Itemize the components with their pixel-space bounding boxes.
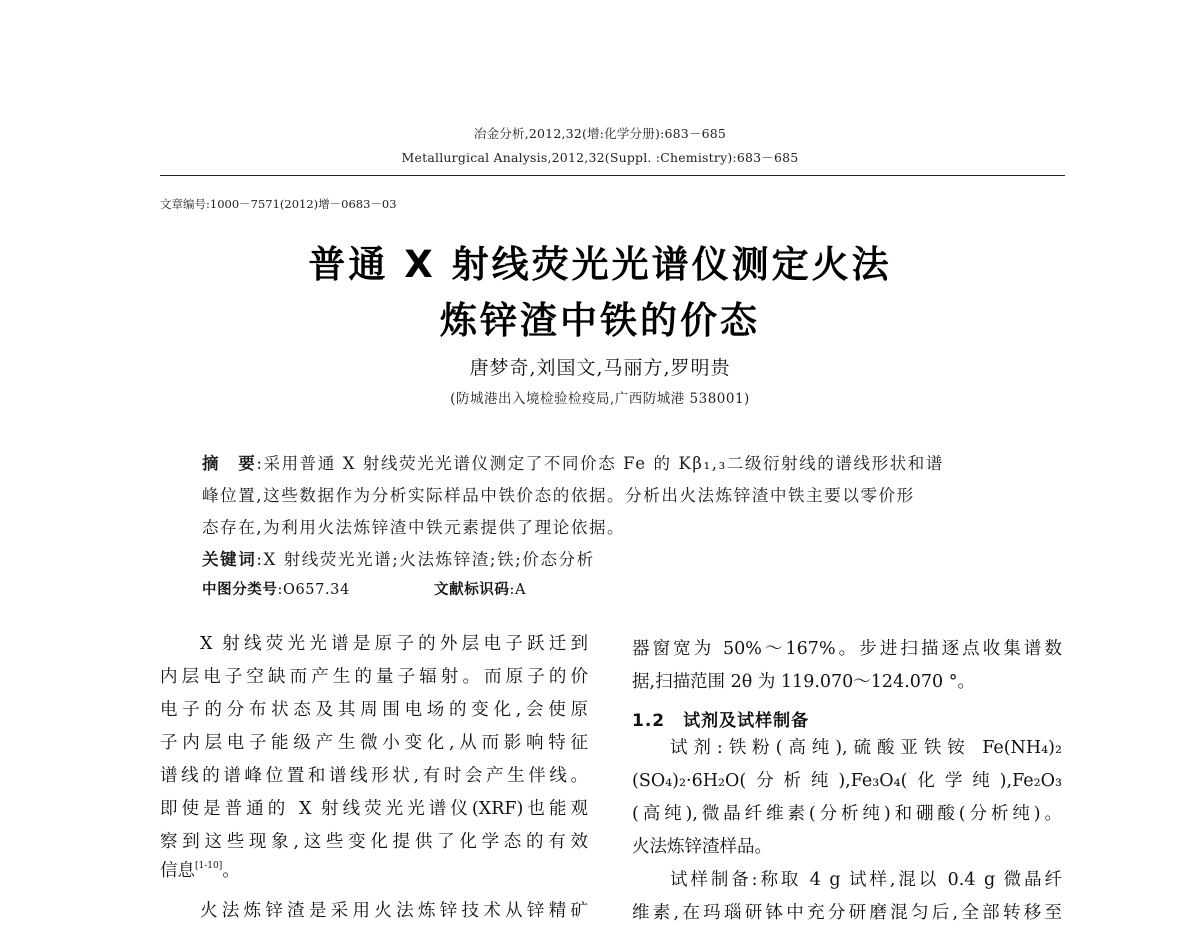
classification-label: 中图分类号 xyxy=(202,582,278,598)
article-number: 文章编号:1000－7571(2012)增－0683－03 xyxy=(160,197,397,211)
authors: 唐梦奇,刘国文,马丽方,罗明贵 xyxy=(469,357,731,379)
prep-line-1: 试样制备:称取 4 g 试样,混以 0.4 g 微晶纤 xyxy=(670,870,1062,890)
affiliation: (防城港出入境检验检疫局,广西防城港 538001) xyxy=(450,391,750,407)
reagent-line-3: (高纯),微晶纤维素(分析纯)和硼酸(分析纯)。 xyxy=(632,804,1062,824)
journal-header-en: Metallurgical Analysis,2012,32(Suppl. :Chemistry):683－685 xyxy=(401,150,799,165)
left-line-3: 电子的分布状态及其周围电场的变化,会使原 xyxy=(160,700,588,720)
title-line-2: 炼锌渣中铁的价态 xyxy=(440,299,760,342)
document-code xyxy=(434,578,526,599)
right-line-2: 据,扫描范围 2θ 为 119.070～124.070 °。 xyxy=(632,672,975,692)
title-line-1: 普通 X 射线荧光光谱仪测定火法 xyxy=(308,243,892,286)
left-line-7: 察到这些现象,这些变化提供了化学态的有效 xyxy=(160,832,588,852)
prep-line-2: 维素,在玛瑙研钵中充分研磨混匀后,全部转移至 xyxy=(632,903,1062,923)
left-para2-line-1: 火法炼锌渣是采用火法炼锌技术从锌精矿 xyxy=(200,901,588,921)
left-line-2: 内层电子空缺而产生的量子辐射。而原子的价 xyxy=(160,667,588,687)
reagent-line-1: 试剂:铁粉(高纯),硫酸亚铁铵 Fe(NH₄)₂ xyxy=(670,738,1062,758)
left-line-8 xyxy=(160,862,240,881)
section-heading-1-2: 1.2 试剂及试样制备 xyxy=(632,711,810,731)
classification-value: :O657.34 xyxy=(277,582,350,598)
reagent-line-2: (SO₄)₂·6H₂O(分析纯),Fe₃O₄(化学纯),Fe₂O₃ xyxy=(632,771,1062,791)
left-line-4: 子内层电子能级产生微小变化,从而影响特征 xyxy=(160,733,588,753)
left-line-5: 谱线的谱峰位置和谱线形状,有时会产生伴线。 xyxy=(160,766,588,786)
left-line-8-text: 信息 xyxy=(160,861,195,881)
reagent-line-4: 火法炼锌渣样品。 xyxy=(632,837,772,857)
keywords-text: :X 射线荧光光谱;火法炼锌渣;铁;价态分析 xyxy=(256,550,595,569)
right-line-1: 器窗宽为 50%～167%。步进扫描逐点收集谱数 xyxy=(632,639,1062,659)
document-code-label: 文献标识码 xyxy=(434,582,510,598)
document-code-value: :A xyxy=(509,582,527,598)
keywords xyxy=(202,546,595,570)
abstract-line-2: 峰位置,这些数据作为分析实际样品中铁价态的依据。分析出火法炼锌渣中铁主要以零价形 xyxy=(202,486,915,505)
left-line-8-end: 。 xyxy=(222,861,240,881)
abstract-label: 摘 要 xyxy=(202,454,257,473)
left-line-6: 即使是普通的 X 射线荧光光谱仪(XRF)也能观 xyxy=(160,799,588,819)
abstract-text-1: :采用普通 X 射线荧光光谱仪测定了不同价态 Fe 的 Kβ₁,₃二级衍射线的谱线形状和谱 xyxy=(256,454,944,473)
keywords-label: 关键词 xyxy=(202,550,257,569)
header-rule xyxy=(160,175,1065,176)
left-line-1: X 射线荧光光谱是原子的外层电子跃迁到 xyxy=(200,634,588,654)
classification xyxy=(202,578,350,599)
abstract-line-1 xyxy=(202,450,944,474)
citation: [1-10] xyxy=(195,861,223,871)
abstract-line-3: 态存在,为利用火法炼锌渣中铁元素提供了理论依据。 xyxy=(202,518,626,537)
journal-header-cn: 冶金分析,2012,32(增:化学分册):683－685 xyxy=(473,126,727,141)
